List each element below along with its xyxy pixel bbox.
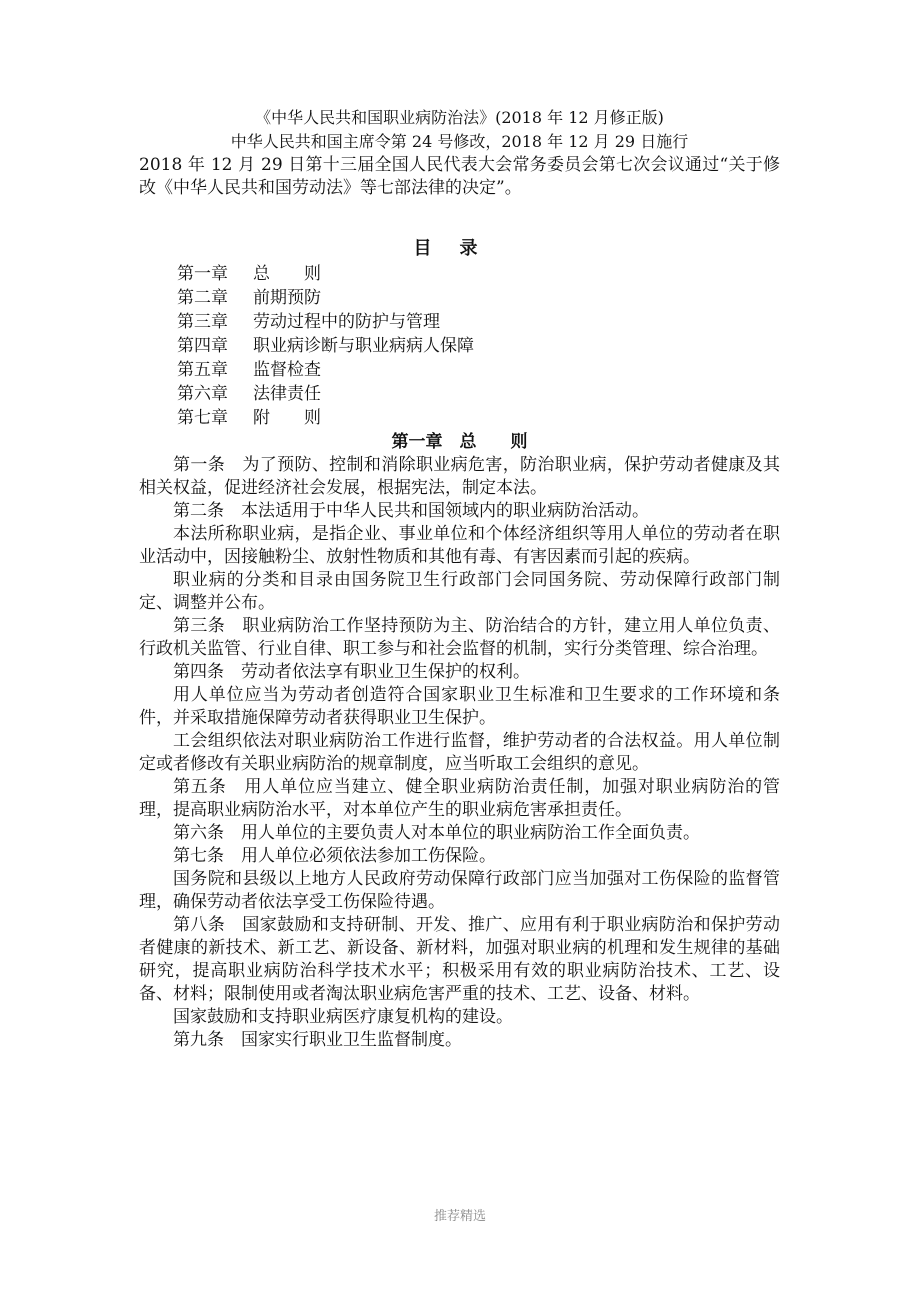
chapter-heading: 第一章 总 则	[391, 432, 528, 452]
document-title: 《中华人民共和国职业病防治法》(2018 年 12 月修正版)	[255, 108, 664, 127]
article-paragraph: 本法所称职业病，是指企业、事业单位和个体经济组织等用人单位的劳动者在职业活动中，因接触粉尘、放射性物质和其他有毒、有害因素而引起的疾病。	[139, 524, 780, 567]
article-paragraph: 第二条 本法适用于中华人民共和国领域内的职业病防治活动。	[173, 501, 649, 521]
toc-list	[139, 262, 780, 430]
article-paragraph: 国家鼓励和支持职业病医疗康复机构的建设。	[173, 1007, 513, 1027]
article-paragraph: 第七条 用人单位必须依法参加工伤保险。	[173, 846, 496, 866]
article-paragraph: 职业病的分类和目录由国务院卫生行政部门会同国务院、劳动保障行政部门制定、调整并公布。	[139, 570, 780, 613]
toc-item	[139, 310, 780, 334]
article-paragraph: 第三条 职业病防治工作坚持预防为主、防治结合的方针，建立用人单位负责、行政机关监管、行业自律、职工参与和社会监督的机制，实行分类管理、综合治理。	[139, 616, 780, 659]
toc-item-number: 第二章	[177, 288, 228, 308]
page-footer: 推荐精选	[433, 1209, 486, 1224]
toc-item-label: 劳动过程中的防护与管理	[253, 312, 440, 332]
toc-item	[139, 358, 780, 382]
article-paragraph: 第九条 国家实行职业卫生监督制度。	[173, 1030, 462, 1050]
toc-item-label: 总 则	[253, 264, 321, 284]
toc-item-number: 第六章	[177, 384, 228, 404]
toc-item	[139, 406, 780, 430]
toc-item-number: 第三章	[177, 312, 228, 332]
article-paragraph: 第一条 为了预防、控制和消除职业病危害，防治职业病，保护劳动者健康及其相关权益，促进经济社会发展，根据宪法，制定本法。	[139, 455, 780, 498]
toc-title: 目录	[413, 238, 506, 259]
toc-item-label: 职业病诊断与职业病病人保障	[253, 336, 474, 356]
article-paragraph: 用人单位应当为劳动者创造符合国家职业卫生标准和卫生要求的工作环境和条件，并采取措施保障劳动者获得职业卫生保护。	[139, 685, 780, 728]
article-paragraph: 第六条 用人单位的主要负责人对本单位的职业病防治工作全面负责。	[173, 823, 700, 843]
toc-item-number: 第四章	[177, 336, 228, 356]
toc-item-number: 第五章	[177, 360, 228, 380]
toc-item	[139, 382, 780, 406]
document-intro: 2018 年 12 月 29 日第十三届全国人民代表大会常务委员会第七次会议通过“关于修改《中华人民共和国劳动法》等七部法律的决定”。	[139, 155, 780, 198]
toc-item-label: 附 则	[253, 408, 321, 428]
toc-item	[139, 286, 780, 310]
article-paragraph: 工会组织依法对职业病防治工作进行监督，维护劳动者的合法权益。用人单位制定或者修改有关职业病防治的规章制度，应当听取工会组织的意见。	[139, 731, 780, 774]
chapter-body	[139, 454, 780, 1052]
toc-item	[139, 334, 780, 358]
article-paragraph: 第四条 劳动者依法享有职业卫生保护的权利。	[173, 662, 530, 682]
toc-item-label: 监督检查	[253, 360, 321, 380]
article-paragraph: 第八条 国家鼓励和支持研制、开发、推广、应用有利于职业病防治和保护劳动者健康的新技术、新工艺、新设备、新材料，加强对职业病的机理和发生规律的基础研究，提高职业病防治科学技术水平；积极采用有效的职业病防治技术、工艺、设备、材料；限制使用或者淘汰职业病危害严重的技术、工艺、设备、材料。	[139, 915, 780, 1004]
toc-item-label: 前期预防	[253, 288, 321, 308]
article-paragraph: 国务院和县级以上地方人民政府劳动保障行政部门应当加强对工伤保险的监督管理，确保劳动者依法享受工伤保险待遇。	[139, 869, 780, 912]
toc-item-number: 第七章	[177, 408, 228, 428]
document-subtitle: 中华人民共和国主席令第 24 号修改，2018 年 12 月 29 日施行	[230, 132, 689, 151]
document-page	[139, 106, 780, 1052]
article-paragraph: 第五条 用人单位应当建立、健全职业病防治责任制，加强对职业病防治的管理，提高职业病防治水平，对本单位产生的职业病危害承担责任。	[139, 777, 780, 820]
toc-item	[139, 262, 780, 286]
toc-item-number: 第一章	[177, 264, 228, 284]
toc-item-label: 法律责任	[253, 384, 321, 404]
